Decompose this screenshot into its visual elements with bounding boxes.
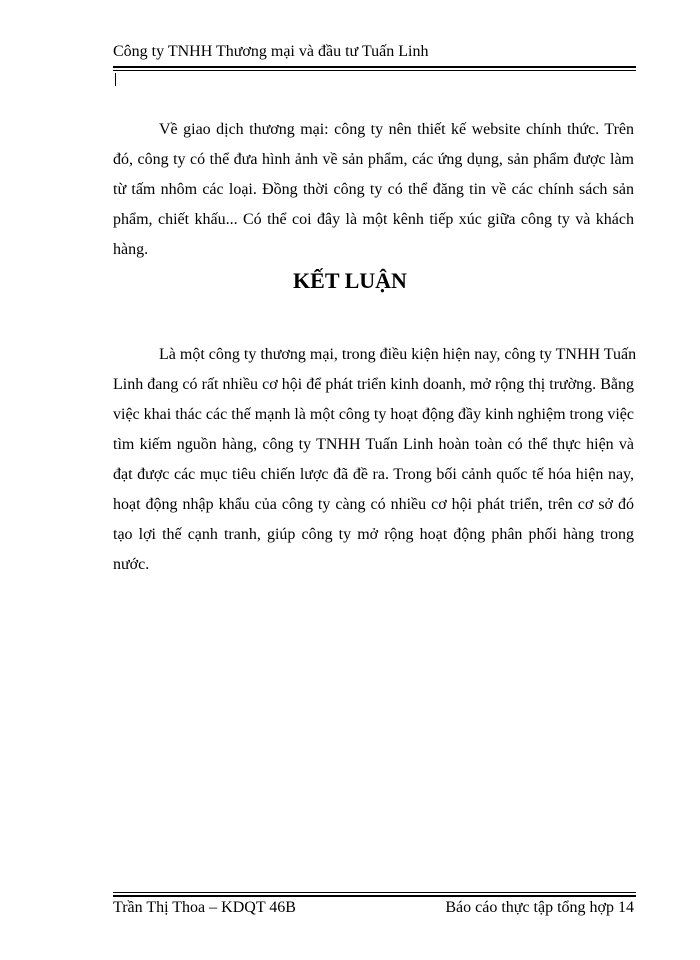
trade-line-5: hàng. [113,241,149,258]
header-rule-thick [113,66,636,68]
conclusion-line-3: việc khai thác các thế mạnh là một công ty hoạt động đầy kinh nghiệm trong việc [113,406,634,423]
footer-author: Trần Thị Thoa – KDQT 46B [113,899,296,916]
trade-line-3: từ tấm nhôm các loại. Đồng thời công ty có thể đăng tin về các chính sách sản [113,181,634,198]
conclusion-line-8: nước. [113,556,150,573]
text-cursor [115,73,116,86]
conclusion-line-7: tạo lợi thế cạnh tranh, giúp công ty mở rộng hoạt động phân phối hàng trong [113,526,634,543]
footer-rule-thick [113,895,636,897]
conclusion-line-5: đạt được các mục tiêu chiến lược đã đề ra. Trong bối cảnh quốc tế hóa hiện nay, [113,466,634,483]
conclusion-heading: KẾT LUẬN [293,268,407,293]
trade-line-4: phẩm, chiết khấu... Có thể coi đây là một kênh tiếp xúc giữa công ty và khách [113,211,634,228]
header-rule-thin [113,70,636,71]
conclusion-line-6: hoạt động nhập khẩu của công ty càng có nhiều cơ hội phát triển, trên cơ sở đó [113,496,634,513]
conclusion-line-4: tìm kiếm nguồn hàng, công ty TNHH Tuấn Linh hoàn toàn có thể thực hiện và [113,436,634,453]
conclusion-line-2: Linh đang có rất nhiều cơ hội để phát triển kinh doanh, mở rộng thị trường. Bằng [113,376,634,393]
trade-line-2: đó, công ty có thể đưa hình ảnh về sản phẩm, các ứng dụng, sản phẩm được làm [113,151,634,168]
footer-report-page: Báo cáo thực tập tổng hợp 14 [445,899,634,916]
trade-line-1: Về giao dịch thương mại: công ty nên thiết kế website chính thức. Trên [159,121,634,138]
conclusion-line-1: Là một công ty thương mại, trong điều kiện hiện nay, công ty TNHH Tuấn [159,346,637,363]
page-header-company: Công ty TNHH Thương mại và đầu tư Tuấn Linh [113,43,429,60]
footer-rule-thin [113,892,636,893]
